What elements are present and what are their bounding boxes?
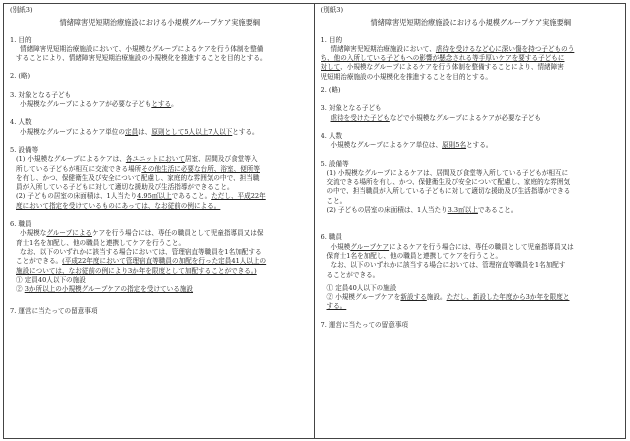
section-7-heading: 7. 運営に当たっての留意事項	[10, 307, 98, 316]
section-6-text: 育士1名を加配し、他の職員と連携してケアを行うこと。	[16, 238, 186, 247]
section-2-heading: 2. (略)	[10, 72, 31, 81]
section-2-heading: 2. (略)	[320, 86, 341, 95]
section-6-item: する。	[326, 302, 347, 311]
doc-reference: (別紙3)	[320, 6, 344, 14]
section-6-text: ことができる。(平成22年度において管理宿直等職員の加配を行った定員41人以上の	[16, 257, 267, 266]
section-6-text: 施設については、なお従前の例により3か年を限度として加配することができる。)	[16, 266, 257, 275]
section-5-heading: 5. 設備等	[10, 145, 39, 154]
section-5-text: 員が入所している子どもに対して適切な援助及び生活指導ができること。	[16, 183, 234, 192]
section-1-text: ち、他の入所している子どもへの影響が懸念される等手厚いケアを要する子どもに	[320, 54, 565, 63]
comparison-table	[3, 3, 626, 439]
section-5-heading: 5. 設備等	[320, 159, 349, 168]
current-column	[315, 4, 626, 438]
section-6-text: 小規模グループケアによるケアを行う場合には、専任の職員として児童指導員又は	[330, 242, 574, 251]
section-3-heading: 3. 対象となる子ども	[10, 90, 72, 99]
section-1-heading: 1. 目的	[10, 35, 32, 44]
section-5-text: 交流できる場所を有し、かつ、保健衛生及び安全について配慮し、家庭的な雰囲気	[326, 178, 571, 187]
section-6-text: なお、以下のいずれかに該当する場合においては、管理宿直等職員を1名加配する	[20, 247, 262, 256]
section-1-text: 児短期治療施設の小規模化を推進することを目的とする。	[320, 72, 492, 81]
section-3-text: 虐待を受けた子どもなどで小規模なグループによるケアが必要な子ども	[330, 113, 541, 122]
section-5-text: (1) 小規模なグループによるケアは、各ユニットにおいて居室、居間及び食堂等入	[16, 155, 258, 164]
section-4-heading: 4. 人数	[320, 131, 343, 140]
section-5-text: (1) 小規模なグループによるケアは、居間及び食堂等入所している子どもが相互に	[326, 168, 569, 177]
section-5-text: (2) 子どもの居室の床面積は、1人当たり4.95㎡以上であること。ただし、平成22年	[16, 192, 266, 201]
section-3-heading: 3. 対象となる子ども	[320, 104, 382, 113]
section-5-text: 度において指定を受けているものにあっては、なお従前の例による。	[16, 201, 221, 210]
section-3-text: 小規模なグループによるケアが必要な子どもとする。	[20, 100, 178, 109]
section-5-text: こと。	[326, 196, 347, 205]
document-title: 情緒障害児短期治療施設における小規模グループケア実施要綱	[370, 18, 571, 28]
section-6-heading: 6. 職員	[320, 233, 343, 242]
section-4-text: 小規模なグループによるケア単位の定員は、原則として5人以上7人以下とする。	[20, 127, 259, 136]
section-1-text: 対して、小規模なグループによるケアを行う体制を整備することにより、情緒障害	[320, 63, 564, 72]
section-5-text: 所している子どもが相互に交流できる場所その他生活に必要な台所、浴室、便所等	[16, 164, 260, 173]
section-6-item: ② 3か所以上の小規模グループケアの指定を受けている施設	[16, 285, 194, 294]
section-6-item: ② 小規模グループケアを新設する施設。ただし、新設した年度から3か年を限度と	[326, 293, 570, 302]
section-6-heading: 6. 職員	[10, 220, 32, 229]
section-6-text: ることができる。	[326, 270, 380, 279]
document-title: 情緒障害児短期治療施設における小規模グループケア実施要綱	[59, 18, 260, 28]
section-1-text: することにより、情緒障害児短期治療施設の小規模化を推進することを目的とする。	[16, 54, 267, 63]
section-6-item: ① 定員40人以下の施設	[326, 283, 397, 292]
section-1-text: 情緒障害児短期治療施設において、虐待を受けるなど心に深い傷を持つ子どものう	[330, 44, 575, 53]
section-6-item: ① 定員40人以下の施設	[16, 275, 86, 284]
section-1-text: 情緒障害児短期治療施設において、小規模なグループによるケアを行う体制を整備	[20, 44, 264, 53]
revised-column	[4, 4, 315, 438]
section-1-heading: 1. 目的	[320, 35, 343, 44]
section-4-text: 小規模なグループによるケア単位は、原則5名とする。	[330, 141, 493, 150]
section-7-heading: 7. 運営に当たっての留意事項	[320, 320, 409, 329]
section-6-text: 保育士1名を加配し、他の職員と連携してケアを行うこと。	[326, 251, 503, 260]
section-4-heading: 4. 人数	[10, 118, 32, 127]
doc-reference: (別紙3)	[10, 6, 33, 14]
section-5-text: の中で、担当職員が入所している子どもに対して適切な援助及び生活指導ができる	[326, 187, 571, 196]
section-6-text: なお、以下のいずれかに該当する場合においては、管理宿直等職員を1名加配す	[330, 261, 566, 270]
section-6-text: 小規模なグループによるケアを行う場合には、専任の職員として児童指導員又は保	[20, 229, 264, 238]
section-5-text: を有し、かつ、保健衛生及び安全について配慮し、家庭的な雰囲気の中で、担当職	[16, 173, 260, 182]
section-5-text: (2) 子どもの居室の床面積は、1人当たり3.3㎡以上であること。	[326, 206, 518, 215]
